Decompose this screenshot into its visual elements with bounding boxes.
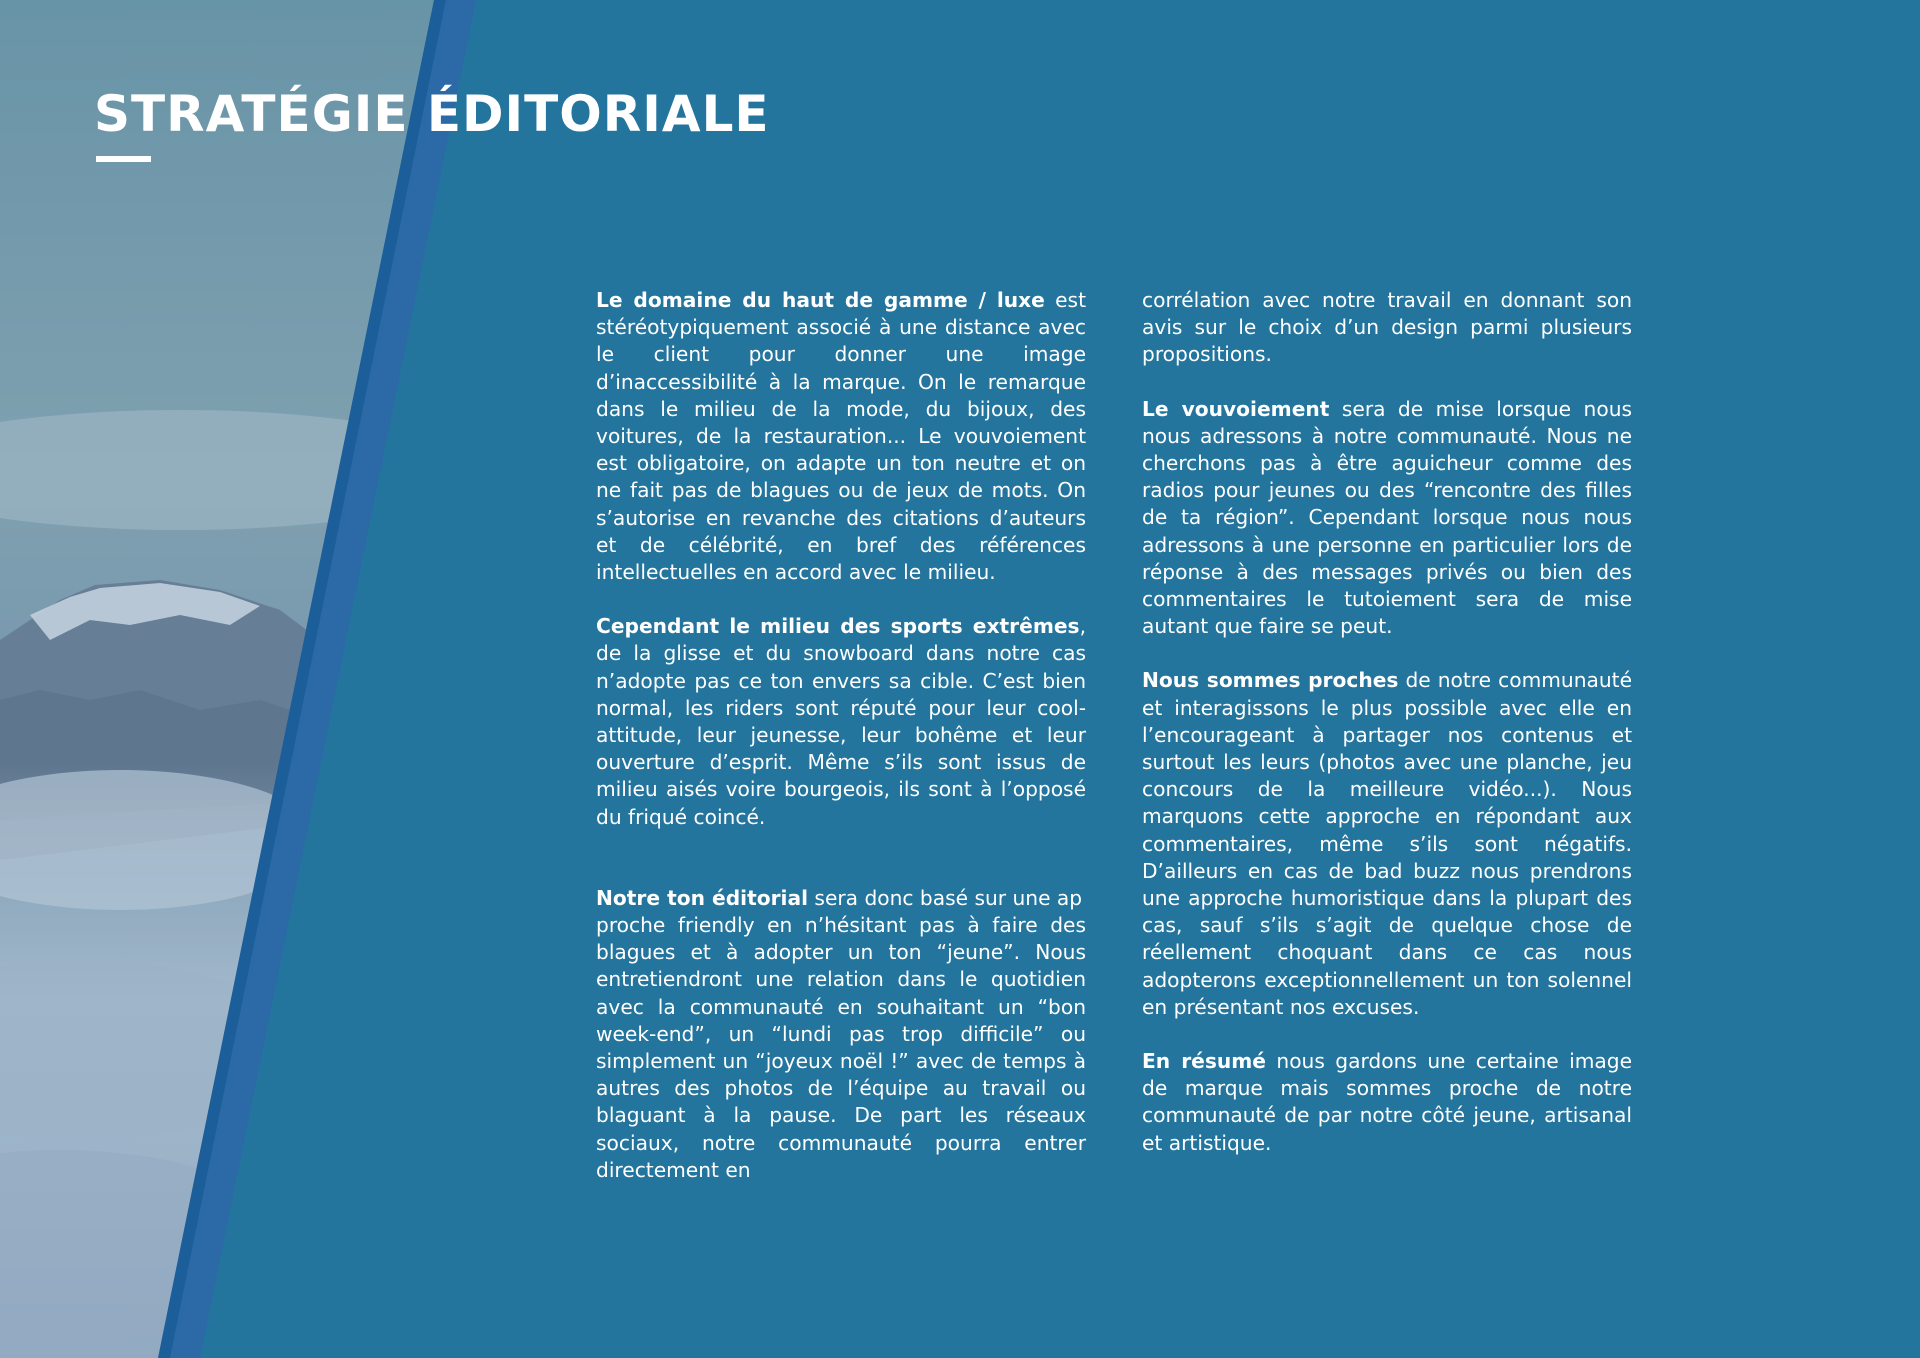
right-text-column <box>1142 287 1632 1184</box>
paragraph-editorial-tone <box>596 885 1086 1184</box>
paragraph-luxury <box>596 287 1086 586</box>
paragraph-text: sera donc basé sur une ap <box>808 885 1083 910</box>
paragraph-text-continued: proche friendly en n’hésitant pas à faire des blagues et à adopter un ton “jeune”. Nous entretiendront une relation dans le quotidien avec la communauté en souhaitant un “bon week-end”, un “lundi pas trop difficile” ou simplement un “joyeux noël !” avec de temps à autres des photos de l’équipe au travail ou blaguant à la pause. De part les réseaux sociaux, notre communauté pourra entrer directement en <box>596 913 1086 1182</box>
paragraph-summary <box>1142 1048 1632 1157</box>
title-underline <box>96 156 151 162</box>
paragraph-vouvoiement <box>1142 396 1632 641</box>
paragraph-text: corrélation avec notre travail en donnant son avis sur le choix d’un design parmi plusieurs propositions. <box>1142 288 1632 367</box>
paragraph-text: nous gardons une certaine image de marque mais sommes proche de notre communauté de par notre côté jeune, artisanal et artistique. <box>1142 1049 1633 1155</box>
paragraph-text: est stéréotypiquement associé à une distance avec le client pour donner une image d’inaccessibilité à la marque. On le remarque dans le milieu de la mode, du bijoux, des voitures, de la restauration... Le vouvoiement est obligatoire, on adapte un ton neutre et on ne fait pas de blagues ou de jeux de mots. On s’autorise en revanche des citations d’auteurs et de célébrité, en bref des références intellectuelles en accord avec le milieu. <box>596 288 1086 585</box>
paragraph-community <box>1142 667 1632 1021</box>
paragraph-continuation <box>1142 287 1632 369</box>
lead-in-community: Nous sommes proches <box>1142 668 1399 693</box>
paragraph-text: sera de mise lorsque nous nous adressons à notre communauté. Nous ne cherchons pas à être aguicheur comme des radios pour jeunes ou des “rencontre des filles de ta région”. Cependant lorsque nous nous adressons à une personne en particulier lors de réponse à des messages privés ou bien des commentaires le tutoiement sera de mise autant que faire se peut. <box>1142 396 1633 639</box>
paragraph-text: de notre communauté et interagissons le plus possible avec elle en l’encourageant à partager nos contenus et surtout les leurs (photos avec une planche, jeu concours de la meilleure vidéo...). Nous marquons cette approche en répondant aux commentaires, même s’ils sont négatifs. D’ailleurs en cas de bad buzz nous prendrons une approche humoristique dans la plupart des cas, sauf s’ils s’agit de quelque chose de réellement choquant dans ce cas nous adopterons exceptionnellement un ton solennel en présentant nos excuses. <box>1142 668 1632 1019</box>
paragraph-extreme-sports <box>596 613 1086 831</box>
lead-in-vouvoiement: Le vouvoiement <box>1142 396 1330 421</box>
lead-in-extreme-sports: Cependant le milieu des sports extrêmes <box>596 614 1080 639</box>
lead-in-luxury: Le domaine du haut de gamme / luxe <box>596 288 1045 312</box>
paragraph-text: , de la glisse et du snowboard dans notre cas n’adopte pas ce ton envers sa cible. C’est bien normal, les riders sont réputé pour leur cool-attitude, leur jeunesse, leur bohême et leur ouverture d’esprit. Même s’ils sont issus de milieu aisés voire bourgeois, ils sont à l’opposé du friqué coincé. <box>596 614 1086 829</box>
page-title: STRATÉGIE ÉDITORIALE <box>94 85 770 143</box>
left-text-column <box>596 287 1086 1211</box>
lead-in-editorial-tone: Notre ton éditorial <box>596 885 809 910</box>
lead-in-summary: En résumé <box>1142 1049 1266 1074</box>
